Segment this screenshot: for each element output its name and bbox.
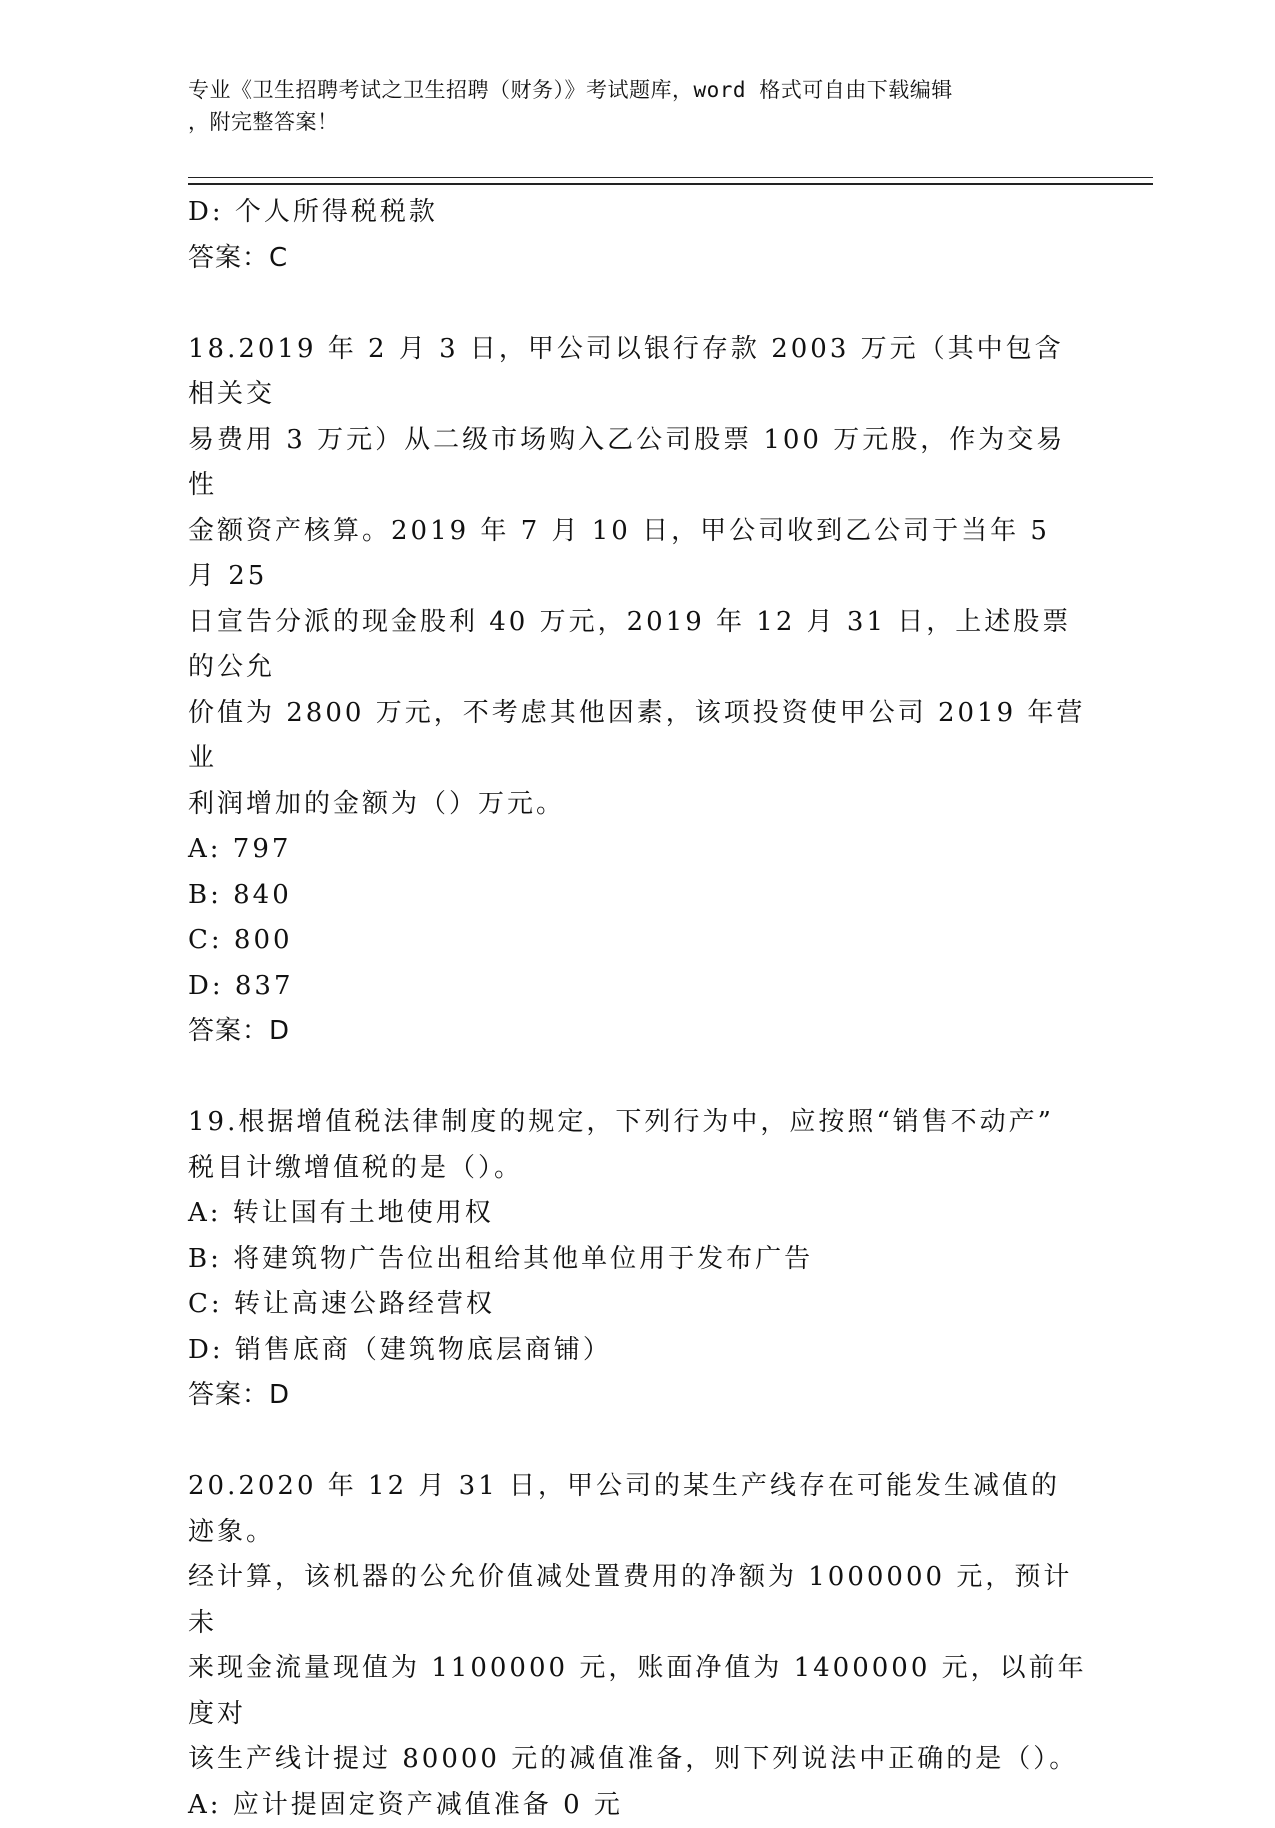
question-content <box>188 190 1088 1828</box>
spacer <box>188 281 1088 327</box>
option-a: A: 797 <box>188 827 1088 873</box>
option-a: A: 转让国有土地使用权 <box>188 1191 1088 1237</box>
document-header <box>188 74 1068 138</box>
header-divider-top <box>188 177 1153 178</box>
question-text: 20.2020 年 12 月 31 日，甲公司的某生产线存在可能发生减值的迹象。 经计算，该机器的公允价值减处置费用的净额为 1000000 元，预计未 来现金流量现值为 1100000 元，账面净值为 1400000 元，以前年度对 该生产线计提过 80000 元的减值准备，则下列说法中正确的是（）。 <box>188 1464 1088 1783</box>
option-d: D: 个人所得税税款 <box>188 190 1088 236</box>
option-c: C: 800 <box>188 918 1088 964</box>
question-18 <box>188 327 1088 1055</box>
header-title-line1: 专业《卫生招聘考试之卫生招聘（财务）》考试题库，word 格式可自由下载编辑 <box>188 74 1068 106</box>
option-a: A: 应计提固定资产减值准备 0 元 <box>188 1783 1088 1828</box>
header-title-line2: ，附完整答案！ <box>188 106 1068 138</box>
question-19 <box>188 1100 1088 1419</box>
question-20 <box>188 1464 1088 1828</box>
previous-question-tail <box>188 190 1088 281</box>
answer-line: 答案：D <box>188 1373 1088 1419</box>
answer-line: 答案：C <box>188 236 1088 282</box>
answer-line: 答案：D <box>188 1009 1088 1055</box>
option-d: D: 销售底商（建筑物底层商铺） <box>188 1328 1088 1374</box>
option-c: C: 转让高速公路经营权 <box>188 1282 1088 1328</box>
option-b: B: 将建筑物广告位出租给其他单位用于发布广告 <box>188 1237 1088 1283</box>
option-d: D: 837 <box>188 964 1088 1010</box>
question-text: 18.2019 年 2 月 3 日，甲公司以银行存款 2003 万元（其中包含相关交 易费用 3 万元）从二级市场购入乙公司股票 100 万元股，作为交易性 金额资产核算。2019 年 7 月 10 日，甲公司收到乙公司于当年 5 月 25 日宣告分派的现金股利 40 万元，2019 年 12 月 31 日，上述股票的公允 价值为 2800 万元，不考虑其他因素，该项投资使甲公司 2019 年营业 利润增加的金额为（）万元。 <box>188 327 1088 828</box>
spacer <box>188 1055 1088 1101</box>
option-b: B: 840 <box>188 873 1088 919</box>
header-divider-bottom <box>188 183 1153 185</box>
question-text: 19.根据增值税法律制度的规定，下列行为中，应按照“销售不动产” 税目计缴增值税的是（）。 <box>188 1100 1088 1191</box>
spacer <box>188 1419 1088 1465</box>
